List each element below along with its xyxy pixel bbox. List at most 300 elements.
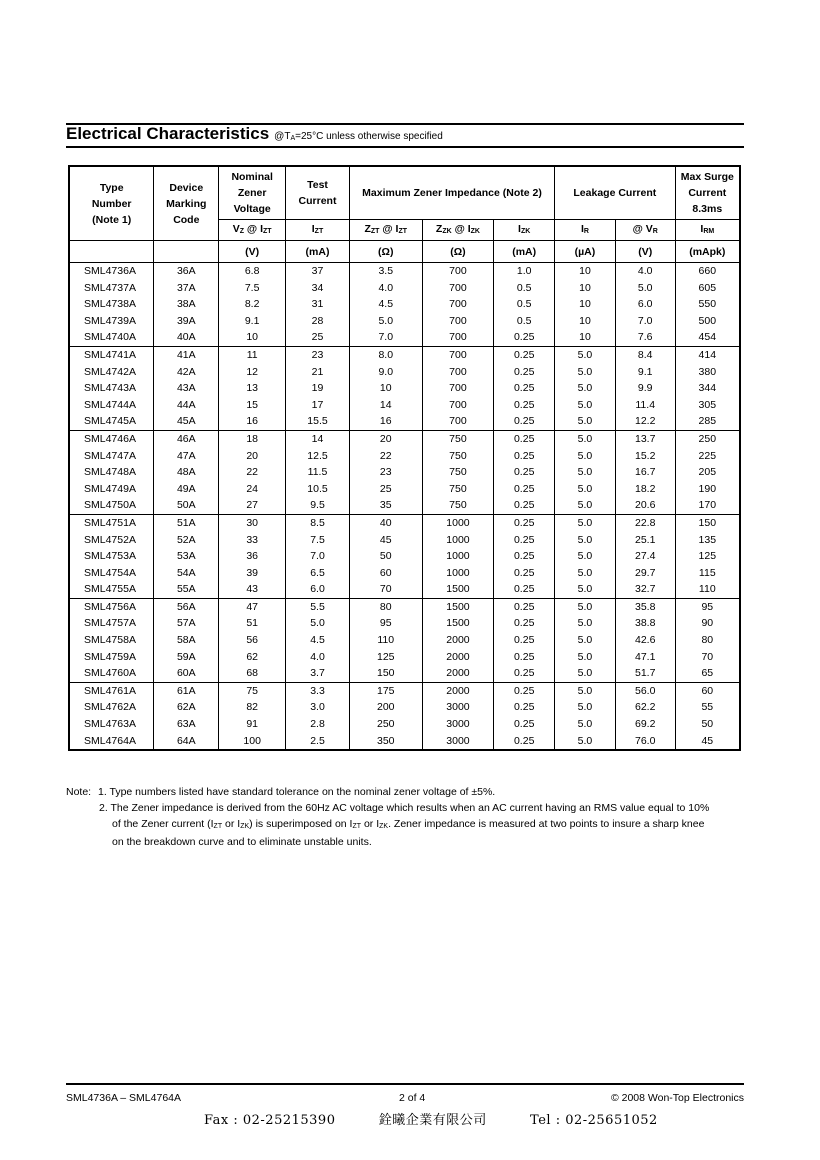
table-cell: 75 xyxy=(246,684,258,697)
table-cell: 42A xyxy=(176,365,196,378)
table-cell: 10.5 xyxy=(307,482,328,495)
table-cell: 6.0 xyxy=(310,583,325,596)
table-cell-column xyxy=(286,514,350,598)
table-cell: 700 xyxy=(449,398,467,411)
unit-label: (V) xyxy=(615,241,675,263)
table-cell: 135 xyxy=(698,533,717,546)
table-cell-column xyxy=(615,430,675,514)
electrical-characteristics-table xyxy=(68,165,741,751)
table-cell: 3.7 xyxy=(310,667,325,680)
unit-label: (V) xyxy=(219,241,286,263)
symbol-zzk-at-izk: $Z_{ZK}$ @ $I_{ZK}$ xyxy=(422,220,494,241)
table-cell: 0.25 xyxy=(513,398,535,411)
table-cell: 0.25 xyxy=(513,499,535,512)
table-cell: 22 xyxy=(379,449,392,462)
table-cell: 9.1 xyxy=(244,314,260,327)
table-cell: 5.0 xyxy=(577,566,593,579)
table-cell: 51 xyxy=(246,617,258,630)
table-cell: 36A xyxy=(176,265,196,277)
footer-rule xyxy=(66,1083,744,1085)
table-cell: 175 xyxy=(376,684,395,697)
table-cell: 23 xyxy=(311,348,324,361)
table-cell-column xyxy=(494,346,555,430)
table-cell-column xyxy=(69,514,154,598)
table-cell: 31 xyxy=(311,298,324,311)
table-cell: 1500 xyxy=(446,600,470,613)
table-cell: 61A xyxy=(176,684,196,697)
table-cell: 0.25 xyxy=(513,617,535,630)
table-cell: 9.0 xyxy=(378,365,394,378)
table-cell: 2000 xyxy=(446,634,470,647)
table-cell-column xyxy=(349,263,422,347)
table-cell-column xyxy=(349,514,422,598)
table-cell-column xyxy=(349,430,422,514)
table-cell-column xyxy=(494,430,555,514)
table-cell-column xyxy=(615,682,675,750)
table-cell-column xyxy=(615,598,675,682)
table-cell: 0.25 xyxy=(513,718,535,731)
table-cell: 6.0 xyxy=(637,298,653,311)
notes-label: Note: xyxy=(66,786,92,798)
table-cell: 56 xyxy=(246,634,258,647)
table-cell: 60A xyxy=(176,667,196,680)
table-cell: 700 xyxy=(449,281,467,294)
table-cell: 10 xyxy=(579,298,591,311)
table-cell: SML4756A xyxy=(84,600,136,613)
table-cell-column xyxy=(675,514,740,598)
table-cell: 700 xyxy=(449,298,467,311)
table-cell: SML4738A xyxy=(84,298,136,311)
table-cell: 7.0 xyxy=(378,331,394,344)
table-cell: 0.25 xyxy=(513,634,535,647)
table-cell: 5.0 xyxy=(577,365,593,378)
table-cell: 41A xyxy=(176,348,196,361)
table-cell: 9.9 xyxy=(637,382,653,395)
table-cell-column xyxy=(422,430,494,514)
table-cell: 1000 xyxy=(446,516,470,529)
table-cell: 15.2 xyxy=(634,449,656,462)
table-cell: 170 xyxy=(698,499,717,512)
footer-copyright: © 2008 Won-Top Electronics xyxy=(610,1092,744,1104)
table-cell: SML4741A xyxy=(84,348,136,361)
table-cell: 25 xyxy=(379,482,392,495)
table-cell: 0.25 xyxy=(513,516,535,529)
table-cell: 0.5 xyxy=(516,314,532,327)
table-cell: 16 xyxy=(379,415,392,428)
table-cell: 0.25 xyxy=(513,650,535,663)
table-cell: 2.8 xyxy=(310,718,325,731)
table-cell: 69.2 xyxy=(634,718,656,731)
table-cell: 0.25 xyxy=(513,550,535,563)
table-cell: 7.5 xyxy=(310,533,325,546)
table-cell: 200 xyxy=(376,701,395,714)
table-cell: 5.0 xyxy=(378,314,394,327)
table-cell: 15 xyxy=(246,398,258,411)
table-cell: 285 xyxy=(698,415,717,428)
table-cell-column xyxy=(675,263,740,347)
table-cell: 0.25 xyxy=(513,449,535,462)
header-max-zener-impedance: Maximum Zener Impedance (Note 2) xyxy=(349,166,554,220)
table-cell: 5.0 xyxy=(577,415,593,428)
table-cell: 0.25 xyxy=(513,382,535,395)
table-cell-column xyxy=(69,682,154,750)
table-cell: 0.25 xyxy=(513,701,535,714)
table-cell: 5.0 xyxy=(577,449,593,462)
table-cell: SML4762A xyxy=(84,701,136,714)
table-cell: 20.6 xyxy=(634,499,656,512)
table-cell: SML4752A xyxy=(84,533,136,546)
table-cell: 33 xyxy=(246,533,258,546)
table-cell: 76.0 xyxy=(634,734,656,747)
header-max-surge-current: Max Surge Current 8.3ms xyxy=(675,166,740,220)
table-cell: SML4750A xyxy=(84,499,136,512)
table-cell: 43 xyxy=(246,583,258,596)
table-cell: 70 xyxy=(701,650,714,663)
table-cell: 2000 xyxy=(446,667,470,680)
table-cell: 35.8 xyxy=(634,600,656,613)
table-cell: 5.0 xyxy=(637,281,653,294)
table-cell: 25 xyxy=(311,331,324,344)
table-cell: 2.5 xyxy=(310,734,325,747)
table-cell-column xyxy=(615,263,675,347)
unit-label: (mA) xyxy=(286,241,350,263)
table-cell-column xyxy=(675,598,740,682)
table-cell: 5.0 xyxy=(577,684,593,697)
table-cell-column xyxy=(286,598,350,682)
table-cell: 700 xyxy=(449,314,467,327)
table-cell-column xyxy=(154,263,219,347)
unit-label: (Ω) xyxy=(422,241,494,263)
table-cell: 10 xyxy=(579,265,591,277)
table-cell: 17 xyxy=(311,398,324,411)
table-cell: 14 xyxy=(311,432,324,445)
table-cell: 3.3 xyxy=(310,684,325,697)
table-row-group xyxy=(69,263,740,347)
table-cell: 750 xyxy=(449,482,467,495)
table-cell: SML4742A xyxy=(84,365,136,378)
footer-part-range: SML4736A – SML4764A xyxy=(66,1092,181,1104)
table-cell: 454 xyxy=(698,331,717,344)
table-cell: 29.7 xyxy=(634,566,656,579)
table-cell: 700 xyxy=(449,415,467,428)
table-cell: 100 xyxy=(243,734,261,747)
table-cell-column xyxy=(69,430,154,514)
table-cell-column xyxy=(69,346,154,430)
table-cell-column xyxy=(349,346,422,430)
table-cell: 7.5 xyxy=(244,281,260,294)
note-2-line-2: of the Zener current ($I_{ZT}$ or $I_{ZK}$) is superimposed on $I_{ZT}$ or $I_{ZK}$. Zener impedance is measured at two points to insure a sharp knee xyxy=(112,818,705,830)
table-cell-column xyxy=(555,346,616,430)
table-cell: 5.0 xyxy=(577,667,593,680)
table-cell: 5.5 xyxy=(310,600,325,613)
note-1-text: 1. Type numbers listed have standard tolerance on the nominal zener voltage of ±5%. xyxy=(98,786,496,798)
table-cell: 8.2 xyxy=(244,298,260,311)
table-cell: 64A xyxy=(176,734,196,747)
table-cell: 5.0 xyxy=(577,499,593,512)
units-blank-type xyxy=(69,241,154,263)
table-cell: 5.0 xyxy=(577,600,593,613)
table-cell: 47A xyxy=(176,449,196,462)
note-1 xyxy=(66,784,746,800)
table-cell: 305 xyxy=(698,398,717,411)
table-cell: 25.1 xyxy=(634,533,656,546)
table-cell: 47 xyxy=(246,600,258,613)
table-cell: 51.7 xyxy=(634,667,656,680)
table-cell: 1500 xyxy=(446,583,470,596)
table-cell: 5.0 xyxy=(310,617,325,630)
table-cell: 48A xyxy=(176,466,196,479)
table-cell: SML4740A xyxy=(84,331,136,344)
table-cell: 45 xyxy=(701,734,714,747)
table-cell: 5.0 xyxy=(577,617,593,630)
table-row-group xyxy=(69,514,740,598)
table-cell: 550 xyxy=(698,298,717,311)
table-cell: SML4749A xyxy=(84,482,136,495)
table-cell: 35 xyxy=(379,499,392,512)
table-cell: 344 xyxy=(698,382,717,395)
table-cell: 39A xyxy=(176,314,196,327)
notes-section xyxy=(66,784,746,850)
table-cell: 20 xyxy=(246,449,258,462)
table-cell: 0.25 xyxy=(513,734,535,747)
unit-label: (mApk) xyxy=(675,241,740,263)
table-cell-column xyxy=(494,682,555,750)
note-2-line-1: 2. The Zener impedance is derived from the 60Hz AC voltage which results when an AC current having an RMS value equal to 10% xyxy=(99,802,710,814)
table-cell: 0.25 xyxy=(513,600,535,613)
table-cell: 80 xyxy=(701,634,714,647)
header-nominal-voltage: Nominal Zener Voltage xyxy=(219,166,286,220)
table-cell: 1000 xyxy=(446,533,470,546)
table-cell-column xyxy=(555,430,616,514)
table-cell: 205 xyxy=(698,466,717,479)
table-cell-column xyxy=(675,682,740,750)
table-cell: 0.25 xyxy=(513,415,535,428)
header-leakage-current: Leakage Current xyxy=(555,166,676,220)
title-bottom-rule xyxy=(66,146,744,148)
fax-number: Fax : 02-25215390 xyxy=(204,1113,336,1128)
table-cell-column xyxy=(675,430,740,514)
table-cell: SML4754A xyxy=(84,566,136,579)
table-cell: 24 xyxy=(246,482,258,495)
table-cell: 27 xyxy=(246,499,258,512)
table-cell: 6.8 xyxy=(244,265,260,277)
table-cell-column xyxy=(219,263,286,347)
table-cell: 49A xyxy=(176,482,196,495)
table-cell-column xyxy=(219,514,286,598)
table-cell: SML4760A xyxy=(84,667,136,680)
table-cell-column xyxy=(349,682,422,750)
table-cell: 8.4 xyxy=(637,348,653,361)
table-cell-column xyxy=(154,346,219,430)
table-cell: 0.25 xyxy=(513,583,535,596)
table-cell: 3.5 xyxy=(378,265,394,277)
table-cell: 45A xyxy=(176,415,196,428)
table-cell: 700 xyxy=(449,348,467,361)
table-cell: 8.5 xyxy=(310,516,325,529)
table-cell: 500 xyxy=(698,314,717,327)
table-cell: 380 xyxy=(698,365,717,378)
table-cell-column xyxy=(219,430,286,514)
table-cell: 21 xyxy=(311,365,324,378)
table-cell: 68 xyxy=(246,667,258,680)
table-row-group xyxy=(69,430,740,514)
table-cell: 4.5 xyxy=(310,634,325,647)
table-cell: 13 xyxy=(246,382,258,395)
table-cell: 95 xyxy=(379,617,392,630)
table-cell: 3000 xyxy=(446,701,470,714)
table-cell: 605 xyxy=(698,281,717,294)
table-cell: 700 xyxy=(449,382,467,395)
table-cell: 125 xyxy=(698,550,717,563)
table-cell: 250 xyxy=(698,432,717,445)
table-cell: 40A xyxy=(176,331,196,344)
table-cell-column xyxy=(422,682,494,750)
table-cell: 110 xyxy=(377,634,395,647)
table-cell: 0.25 xyxy=(513,482,535,495)
table-cell: 1000 xyxy=(446,566,470,579)
table-cell: 1000 xyxy=(446,550,470,563)
table-cell: 1.0 xyxy=(516,265,532,277)
table-cell: 82 xyxy=(246,701,258,714)
table-cell: SML4764A xyxy=(84,734,136,747)
table-cell-column xyxy=(154,598,219,682)
table-cell: 350 xyxy=(376,734,395,747)
table-cell-column xyxy=(555,263,616,347)
table-cell: 45 xyxy=(379,533,392,546)
symbol-zzt-at-izt: $Z_{ZT}$ @ $I_{ZT}$ xyxy=(349,220,422,241)
table-cell: SML4736A xyxy=(84,265,136,277)
table-cell-column xyxy=(286,430,350,514)
table-row-group xyxy=(69,598,740,682)
table-cell-column xyxy=(286,682,350,750)
table-cell: 750 xyxy=(449,432,467,445)
table-cell: SML4743A xyxy=(84,382,136,395)
table-cell: 250 xyxy=(376,718,395,731)
table-cell: 14 xyxy=(379,398,392,411)
table-cell: 414 xyxy=(698,348,717,361)
table-cell: 11.5 xyxy=(307,466,328,479)
table-cell: 750 xyxy=(449,449,467,462)
table-cell: 52A xyxy=(176,533,196,546)
table-cell: 56.0 xyxy=(634,684,656,697)
unit-label: (µA) xyxy=(555,241,616,263)
table-cell: 9.5 xyxy=(310,499,325,512)
table-cell: 38.8 xyxy=(634,617,656,630)
table-cell: 5.0 xyxy=(577,583,593,596)
table-cell-column xyxy=(615,514,675,598)
table-cell-column xyxy=(555,598,616,682)
table-cell: 37A xyxy=(176,281,196,294)
table-cell-column xyxy=(422,598,494,682)
table-cell: 5.0 xyxy=(577,382,593,395)
table-cell: 90 xyxy=(701,617,714,630)
table-cell: 57A xyxy=(176,617,196,630)
table-row-group xyxy=(69,346,740,430)
table-cell: 0.25 xyxy=(513,331,535,344)
table-cell: 4.5 xyxy=(378,298,394,311)
table-cell: 12 xyxy=(246,365,258,378)
table-cell: 150 xyxy=(376,667,395,680)
table-cell: 51A xyxy=(176,516,196,529)
table-cell-column xyxy=(154,430,219,514)
table-cell-column xyxy=(494,598,555,682)
table-cell-column xyxy=(422,514,494,598)
table-cell: SML4758A xyxy=(84,634,136,647)
table-cell: 2000 xyxy=(446,650,470,663)
table-cell: 60 xyxy=(379,566,392,579)
table-cell: 22 xyxy=(246,466,258,479)
table-cell: 22.8 xyxy=(634,516,656,529)
table-cell: 700 xyxy=(449,331,467,344)
table-cell: 4.0 xyxy=(637,265,653,277)
table-cell-column xyxy=(555,682,616,750)
table-cell: 750 xyxy=(449,466,467,479)
table-cell: 12.2 xyxy=(634,415,656,428)
table-cell: 110 xyxy=(698,583,716,596)
units-blank-marking xyxy=(154,241,219,263)
table-cell: 0.25 xyxy=(513,667,535,680)
table-cell: 0.25 xyxy=(513,466,535,479)
table-cell-column xyxy=(675,346,740,430)
table-cell-column xyxy=(154,514,219,598)
table-cell: 53A xyxy=(176,550,196,563)
table-cell: 32.7 xyxy=(634,583,656,596)
table-cell: 42.6 xyxy=(634,634,656,647)
table-cell: 7.6 xyxy=(637,331,653,344)
title-text: Electrical Characteristics xyxy=(66,124,270,143)
table-cell: 20 xyxy=(379,432,392,445)
contact-line xyxy=(204,1109,658,1128)
table-cell: SML4744A xyxy=(84,398,136,411)
header-marking-code: Device Marking Code xyxy=(154,166,219,241)
table-cell: 5.0 xyxy=(577,634,593,647)
table-cell: 0.25 xyxy=(513,432,535,445)
table-cell: SML4759A xyxy=(84,650,136,663)
table-cell: 0.25 xyxy=(513,533,535,546)
footer-page-number: 2 of 4 xyxy=(399,1092,426,1104)
table-cell: 5.0 xyxy=(577,533,593,546)
table-cell-column xyxy=(219,346,286,430)
table-cell: 10 xyxy=(579,281,591,294)
table-cell: 50A xyxy=(176,499,196,512)
table-cell: 62.2 xyxy=(634,701,656,714)
table-cell: 95 xyxy=(701,600,714,613)
table-cell: 5.0 xyxy=(577,650,593,663)
table-cell: 3.0 xyxy=(310,701,325,714)
table-row-group xyxy=(69,682,740,750)
table-cell: 13.7 xyxy=(634,432,656,445)
table-cell: 59A xyxy=(176,650,196,663)
table-cell: 19 xyxy=(311,382,324,395)
table-cell: 15.5 xyxy=(307,415,328,428)
table-cell: 28 xyxy=(311,314,324,327)
table-cell: SML4748A xyxy=(84,466,136,479)
table-cell: 91 xyxy=(246,718,258,731)
table-cell: 54A xyxy=(176,566,196,579)
table-cell: 38A xyxy=(176,298,196,311)
table-cell: 4.0 xyxy=(378,281,394,294)
table-cell: SML4737A xyxy=(84,281,136,294)
note-2-line-3: on the breakdown curve and to eliminate unstable units. xyxy=(112,836,372,848)
table-cell: 65 xyxy=(701,667,714,680)
table-cell: 10 xyxy=(579,314,591,327)
table-cell: SML4746A xyxy=(84,432,136,445)
table-cell: 12.5 xyxy=(307,449,328,462)
unit-label: (mA) xyxy=(494,241,555,263)
table-cell: 5.0 xyxy=(577,734,593,747)
table-cell: 16 xyxy=(246,415,258,428)
table-cell: 10 xyxy=(246,331,258,344)
